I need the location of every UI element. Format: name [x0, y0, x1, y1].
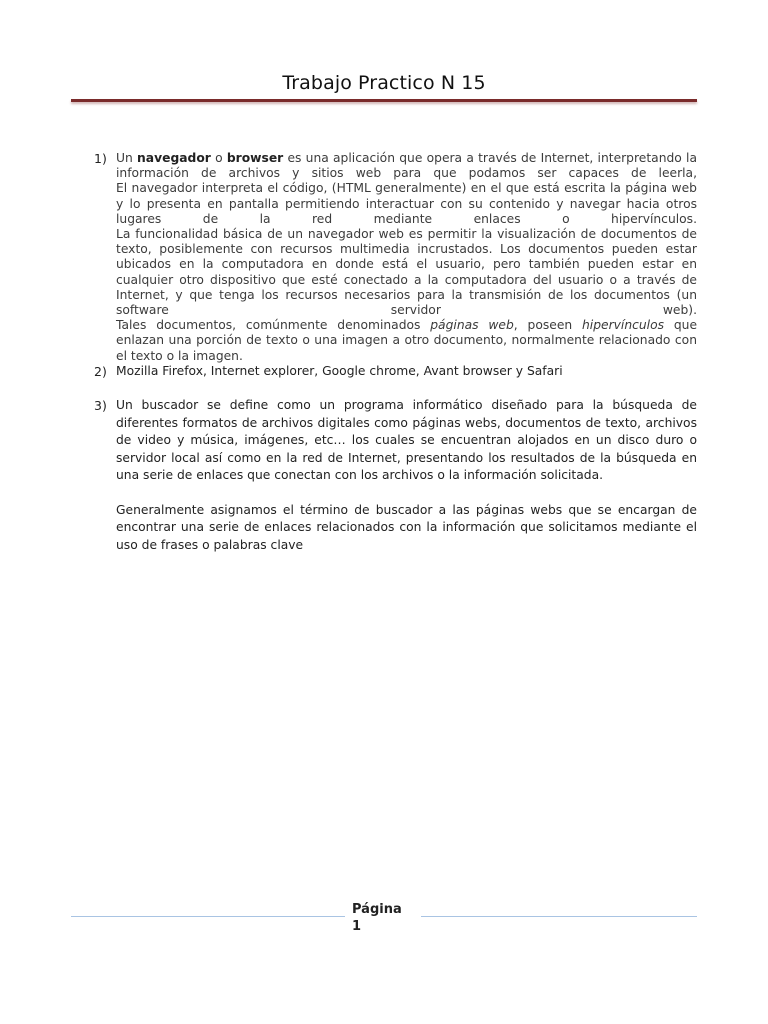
italic-term: hipervínculos — [582, 318, 665, 333]
list-item — [94, 151, 697, 364]
text-run: es una aplicación que opera a través de Internet, interpretando la información de archivos y sitios web para que podamos ser capaces de leerla, — [116, 151, 698, 181]
paragraph: Generalmente asignamos el término de buscador a las páginas webs que se encargan de encontrar una serie de enlaces relacionados con la información que solicitamos mediante el uso de frases o palabras clave — [116, 502, 697, 552]
text-run: o — [210, 151, 227, 165]
text-run: , poseen — [513, 318, 582, 333]
title-divider — [71, 99, 697, 102]
page-label: Página — [352, 902, 402, 917]
text-run: que enlazan una porción de texto o una imagen a otro documento, normalmente relacionado con el texto o la imagen. — [116, 318, 698, 363]
list-item — [94, 397, 697, 554]
text-run: Tales documentos, comúnmente denominados — [116, 318, 431, 333]
footer-divider-right — [421, 916, 697, 917]
text-run: Un — [116, 151, 138, 165]
list-number: 3) — [94, 398, 107, 414]
answer-list — [94, 151, 697, 554]
page-title: Trabajo Practico N 15 — [282, 72, 486, 94]
paragraph — [116, 318, 697, 364]
italic-term: páginas web — [430, 318, 514, 333]
page-number-value: 1 — [352, 919, 362, 934]
list-number: 2) — [94, 363, 107, 379]
paragraph — [116, 151, 697, 181]
paragraph: El navegador interpreta el código, (HTML generalmente) en el que está escrita la página web y lo presenta en pantalla permitiendo interactuar con su contenido y navegar hacia otros lugares de la red mediante enlaces o hipervínculos. — [116, 181, 697, 226]
list-item — [94, 364, 697, 379]
paragraph: La funcionalidad básica de un navegador web es permitir la visualización de documentos de texto, posiblemente con recursos multimedia incrustados. Los documentos pueden estar ubicados en la computadora en donde está el usuario, pero también pueden estar en cualquier otro dispositivo que esté conectado a la computadora del usuario o a través de Internet, y que tenga los recursos necesarios para la transmisión de los documentos (un software servidor web). — [116, 227, 697, 318]
browser-list-text: Mozilla Firefox, Internet explorer, Google chrome, Avant browser y Safari — [116, 363, 563, 378]
page-number — [352, 901, 412, 935]
footer-divider-left — [71, 916, 345, 917]
list-number: 1) — [94, 151, 107, 166]
bold-term: browser — [226, 151, 284, 165]
paragraph: Un buscador se define como un programa informático diseñado para la búsqueda de diferentes formatos de archivos digitales como páginas webs, documentos de texto, archivos de video y música, imágenes, etc… los cuales se encuentran alojados en un disco duro o servidor local así como en la red de Internet, presentando los resultados de la búsqueda en una serie de enlaces que conectan con los archivos o la información solicitada. — [116, 398, 697, 483]
bold-term: navegador — [137, 151, 211, 165]
